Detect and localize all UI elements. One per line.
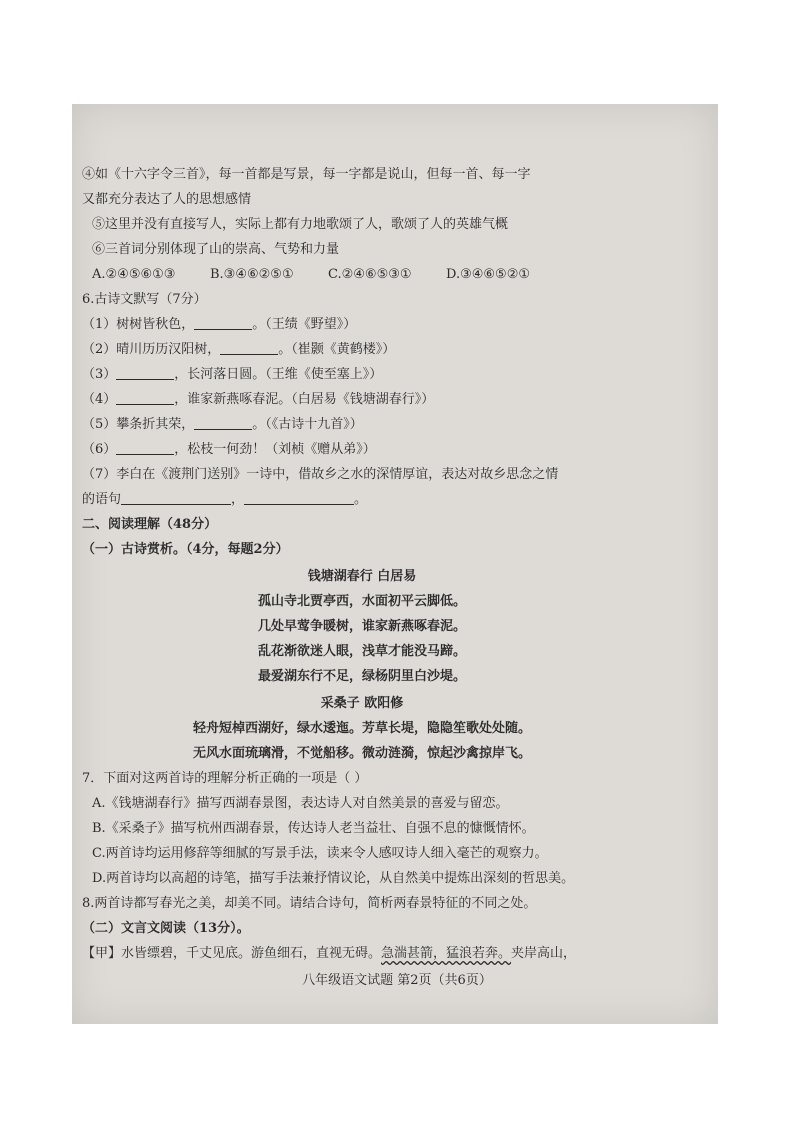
q7-option-d: D.两首诗均以高超的诗笔，描写手法兼抒情议论，从自然美中提炼出深刻的哲思美。: [92, 871, 575, 886]
choice-d: D.③④⑥⑤②①: [446, 267, 531, 282]
q6-item-2: （2）晴川历历汉阳树， 。（崔颢《黄鹤楼》）: [82, 342, 396, 357]
q6-title: 6.古诗文默写（7分）: [82, 292, 207, 307]
subsection-1-heading: （一）古诗赏析。（4分，每题2分）: [82, 542, 289, 557]
poem-1-line: 最爱湖东行不足，绿杨阴里白沙堤。: [257, 669, 466, 684]
exam-content: [82, 162, 642, 966]
q7-option-c: C.两首诗均运用修辞等细腻的写景手法，读来令人感叹诗人细入毫芒的观察力。: [92, 846, 548, 861]
q6-item-6: （6） ，松枝一何劲！（刘桢《赠从弟》）: [82, 442, 376, 457]
choice-a: A.②④⑤⑥①③: [92, 267, 176, 282]
answer-blank[interactable]: [116, 390, 174, 405]
poem-1-line: 乱花渐欲迷人眼，浅草才能没马蹄。: [257, 644, 466, 659]
q6-item-1: （1）树树皆秋色， 。（王绩《野望》）: [82, 317, 357, 332]
underlined-sentence: 急湍甚箭，猛浪若奔。: [381, 946, 512, 961]
q6-item-4: （4） ，谁家新燕啄春泥。（白居易《钱塘湖春行》）: [82, 392, 435, 407]
answer-blank[interactable]: [194, 315, 252, 330]
poem-1-line: 几处早莺争暖树，谁家新燕啄春泥。: [257, 619, 466, 634]
choice-c: C.②④⑥⑤③①: [328, 267, 412, 282]
option-4-line: ④如《十六字令三首》，每一首都是写景，每一字都是说山，但每一首、每一字: [82, 167, 531, 182]
option-4-continued: 又都充分表达了人的思想感情: [82, 192, 252, 207]
option-5-line: ⑤这里并没有直接写人，实际上都有力地歌颂了人，歌颂了人的英雄气概: [92, 217, 509, 232]
q6-item-5: （5）攀条折其荣， 。（《古诗十九首》）: [82, 417, 363, 432]
option-6-line: ⑥三首词分别体现了山的崇高、气势和力量: [92, 242, 340, 257]
q7-title: 7．下面对这两首诗的理解分析正确的一项是（ ）: [82, 771, 368, 786]
answer-blank[interactable]: [220, 340, 278, 355]
answer-blank[interactable]: [116, 365, 174, 380]
q6-item-7-answer: 的语句 ， 。: [82, 492, 368, 507]
passage-jia: 【甲】水皆缥碧，千丈见底。游鱼细石，直视无碍。急湍甚箭，猛浪若奔。夹岸高山，: [82, 946, 577, 961]
q5-choices: [82, 262, 642, 287]
q8-question: 8.两首诗都写春光之美，却美不同。请结合诗句，简析两春景特征的不同之处。: [82, 896, 537, 911]
poem-2-line: 无风水面琉璃滑，不觉船移。微动涟漪，惊起沙禽掠岸飞。: [192, 746, 531, 761]
q6-item-7: （7）李白在《渡荆门送别》一诗中，借故乡之水的深情厚谊，表达对故乡思念之情: [82, 467, 559, 482]
answer-blank[interactable]: [244, 490, 354, 505]
answer-blank[interactable]: [194, 415, 252, 430]
section-2-heading: 二、阅读理解（48分）: [82, 517, 218, 532]
choice-b: B.③④⑥②⑤①: [210, 267, 294, 282]
poem-1-line: 孤山寺北贾亭西，水面初平云脚低。: [257, 594, 466, 609]
poem-1-title: 钱塘湖春行 白居易: [307, 569, 417, 584]
answer-blank[interactable]: [121, 490, 231, 505]
q7-option-b: B.《采桑子》描写杭州西湖春景，传达诗人老当益壮、自强不息的慷慨情怀。: [92, 821, 535, 836]
answer-blank[interactable]: [116, 440, 174, 455]
subsection-2-heading: （二）文言文阅读（13分）。: [82, 921, 250, 936]
q6-item-3: （3） ，长河落日圆。（王维《使至塞上》）: [82, 367, 383, 382]
poem-2-line: 轻舟短棹西湖好，绿水逶迤。芳草长堤，隐隐笙歌处处随。: [192, 721, 531, 736]
poem-2-title: 采桑子 欧阳修: [320, 696, 404, 711]
page-footer: 八年级语文试题 第2页（共6页）: [302, 973, 492, 988]
q7-option-a: A.《钱塘湖春行》描写西湖春景图，表达诗人对自然美景的喜爱与留恋。: [92, 796, 509, 811]
